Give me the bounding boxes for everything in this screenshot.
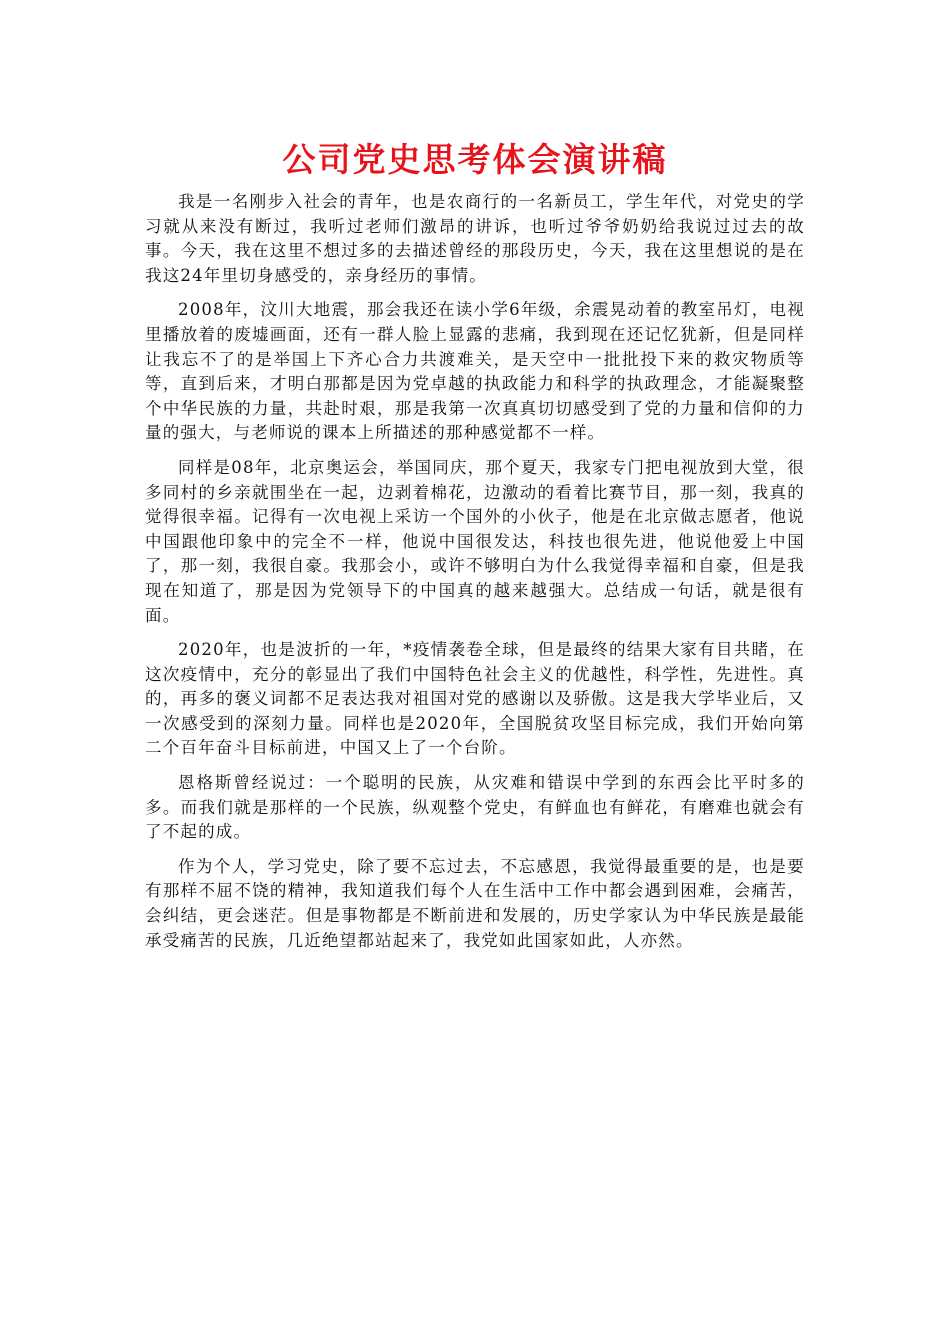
paragraph-4: 2020年，也是波折的一年，*疫情袭卷全球，但是最终的结果大家有目共睹，在这次疫情中，充分的彰显出了我们中国特色社会主义的优越性，科学性，先进性。真的，再多的褒义词都不足表达我对祖国对党的感谢以及骄傲。这是我大学毕业后，又一次感受到的深刻力量。同样也是2020年，全国脱贫攻坚目标完成，我们开始向第二个百年奋斗目标前进，中国又上了一个台阶。 bbox=[145, 640, 805, 758]
paragraph-1: 我是一名刚步入社会的青年，也是农商行的一名新员工，学生年代，对党史的学习就从来没有断过，我听过老师们激昂的讲诉，也听过爷爷奶奶给我说过过去的故事。今天，我在这里不想过多的去描述曾经的那段历史，今天，我在这里想说的是在我这24年里切身感受的，亲身经历的事情。 bbox=[145, 192, 805, 285]
paragraph-5: 恩格斯曾经说过：一个聪明的民族，从灾难和错误中学到的东西会比平时多的多。而我们就是那样的一个民族，纵观整个党史，有鲜血也有鲜花，有磨难也就会有了不起的成。 bbox=[145, 773, 805, 842]
paragraph-3: 同样是08年，北京奥运会，举国同庆，那个夏天，我家专门把电视放到大堂，很多同村的乡亲就围坐在一起，边剥着棉花，边激动的看着比赛节目，那一刻，我真的觉得很幸福。记得有一次电视上采访一个国外的小伙子，他是在北京做志愿者，他说中国跟他印象中的完全不一样，他说中国很发达，科技也很先进，他说他爱上中国了，那一刻，我很自豪。我那会小，或许不够明白为什么我觉得幸福和自豪，但是我现在知道了，那是因为党领导下的中国真的越来越强大。总结成一句话，就是很有面。 bbox=[145, 457, 805, 625]
document-body bbox=[145, 190, 805, 963]
paragraph-6: 作为个人，学习党史，除了要不忘过去，不忘感恩，我觉得最重要的是，也是要有那样不屈不饶的精神，我知道我们每个人在生活中工作中都会遇到困难，会痛苦，会纠结，更会迷茫。但是事物都是不断前进和发展的，历史学家认为中华民族是最能承受痛苦的民族，几近绝望都站起来了，我党如此国家如此，人亦然。 bbox=[145, 856, 805, 950]
paragraph-2: 2008年，汶川大地震，那会我还在读小学6年级，余震晃动着的教室吊灯，电视里播放着的废墟画面，还有一群人脸上显露的悲痛，我到现在还记忆犹新，但是同样让我忘不了的是举国上下齐心合力共渡难关，是天空中一批批投下来的救灾物质等等，直到后来，才明白那都是因为党卓越的执政能力和科学的执政理念，才能凝聚整个中华民族的力量，共赴时艰，那是我第一次真真切切感受到了党的力量和信仰的力量的强大，与老师说的课本上所描述的那种感觉都不一样。 bbox=[145, 300, 805, 443]
document-title: 公司党史思考体会演讲稿 bbox=[282, 140, 668, 179]
